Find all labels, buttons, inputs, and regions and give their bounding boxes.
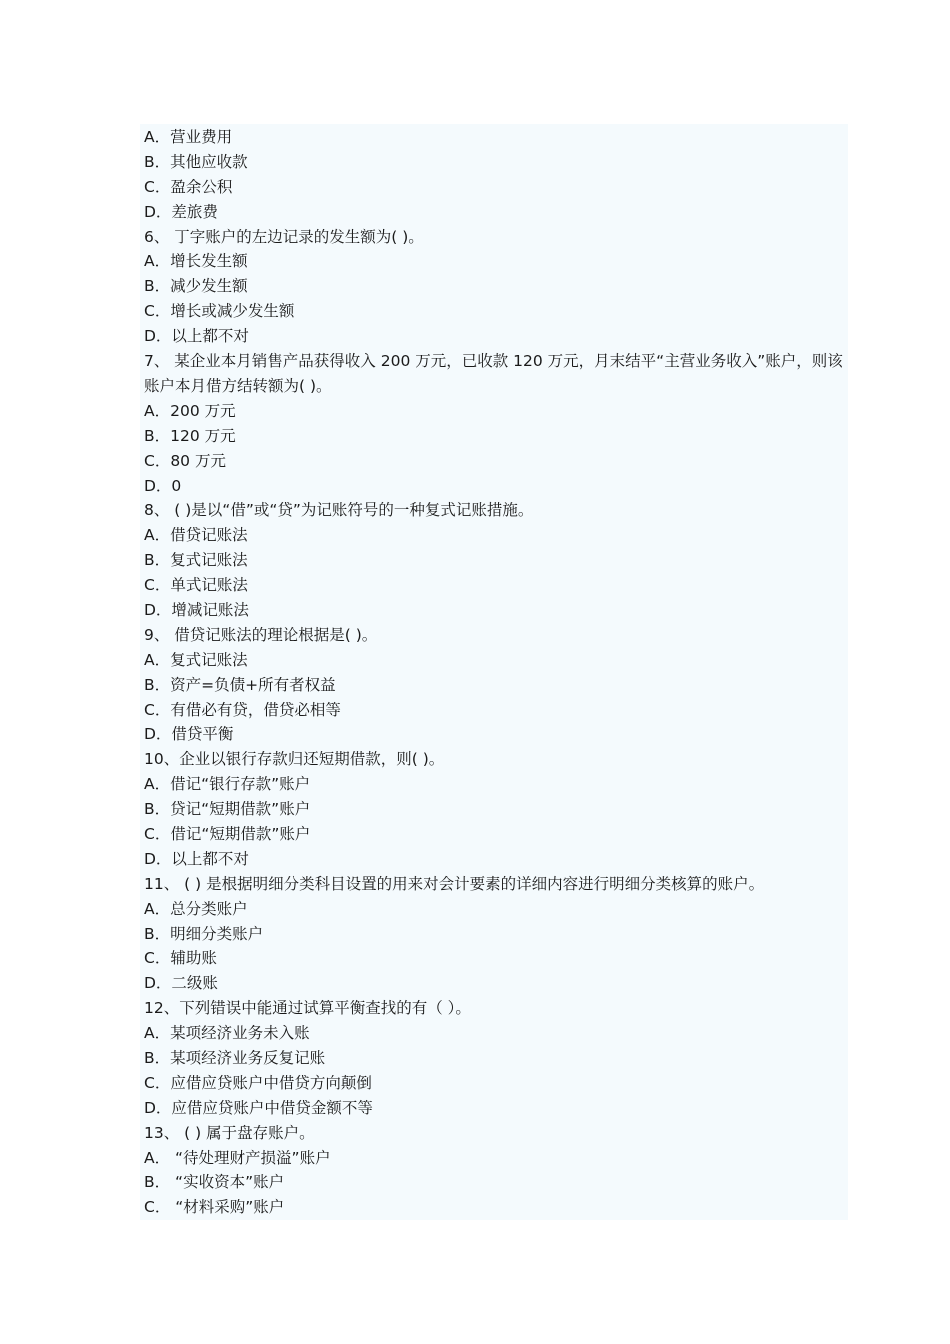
option-b-line: B．其他应收款 (144, 152, 248, 171)
option-a-line: A． “待处理财产损溢”账户 (144, 1148, 331, 1167)
option-b-line: B．某项经济业务反复记账 (144, 1048, 326, 1067)
option-c-line: C．盈余公积 (144, 177, 233, 196)
option-d-line: D．以上都不对 (144, 327, 249, 346)
option-b-line: B．资产=负债+所有者权益 (144, 675, 336, 694)
question-13: 13、 ( ) 属于盘存账户。 (144, 1123, 315, 1142)
option-d-line: D．以上都不对 (144, 849, 249, 868)
option-c-line: C．有借必有贷，借贷必相等 (144, 700, 341, 719)
option-c-line: C．借记“短期借款”账户 (144, 824, 311, 843)
option-a-line: A．增长发生额 (144, 252, 248, 271)
option-b-line: B．复式记账法 (144, 551, 248, 570)
question-7: 7、 某企业本月销售产品获得收入 200 万元，已收款 120 万元，月末结平“主营业务收入”账户，则该账户本月借方结转额为( )。 (144, 352, 843, 395)
question-10: 10、企业以银行存款归还短期借款，则( )。 (144, 750, 445, 769)
option-a-line: A．200 万元 (144, 401, 236, 420)
question-11: 11、 ( ) 是根据明细分类科目设置的用来对会计要素的详细内容进行明细分类核算的账户。 (144, 874, 765, 893)
option-c-line: C．单式记账法 (144, 576, 248, 595)
option-b-line: B．贷记“短期借款”账户 (144, 800, 311, 819)
option-c-line: C．增长或减少发生额 (144, 302, 295, 321)
option-d-line: D．二级账 (144, 974, 218, 993)
option-a-line: A．借贷记账法 (144, 526, 248, 545)
question-6: 6、 丁字账户的左边记录的发生额为( )。 (144, 227, 424, 246)
document-body (144, 125, 844, 1220)
option-b-line: B．减少发生额 (144, 277, 248, 296)
option-d-line: D．增减记账法 (144, 600, 249, 619)
question-12: 12、下列错误中能通过试算平衡查找的有（ ）。 (144, 999, 471, 1018)
option-c-line: C．80 万元 (144, 451, 226, 470)
option-a-line: A．某项经济业务未入账 (144, 1024, 310, 1043)
option-a-line: A．复式记账法 (144, 650, 248, 669)
question-9: 9、 借贷记账法的理论根据是( )。 (144, 625, 378, 644)
option-a-line: A．总分类账户 (144, 899, 248, 918)
option-b-line: B．明细分类账户 (144, 924, 264, 943)
option-d-line: D．借贷平衡 (144, 725, 234, 744)
option-a-line: A．营业费用 (144, 128, 233, 146)
option-d-line: D．0 (144, 476, 182, 495)
option-c-line: C． “材料采购”账户 (144, 1198, 285, 1217)
option-d-line: D．应借应贷账户中借贷金额不等 (144, 1098, 373, 1117)
option-a-line: A．借记“银行存款”账户 (144, 775, 311, 794)
option-c-line: C．应借应贷账户中借贷方向颠倒 (144, 1073, 372, 1092)
question-8: 8、 ( )是以“借”或“贷”为记账符号的一种复式记账措施。 (144, 501, 534, 520)
option-b-line: B．120 万元 (144, 426, 236, 445)
option-b-line: B． “实收资本”账户 (144, 1173, 285, 1192)
option-c-line: C．辅助账 (144, 949, 217, 968)
option-d-line: D．差旅费 (144, 202, 218, 221)
